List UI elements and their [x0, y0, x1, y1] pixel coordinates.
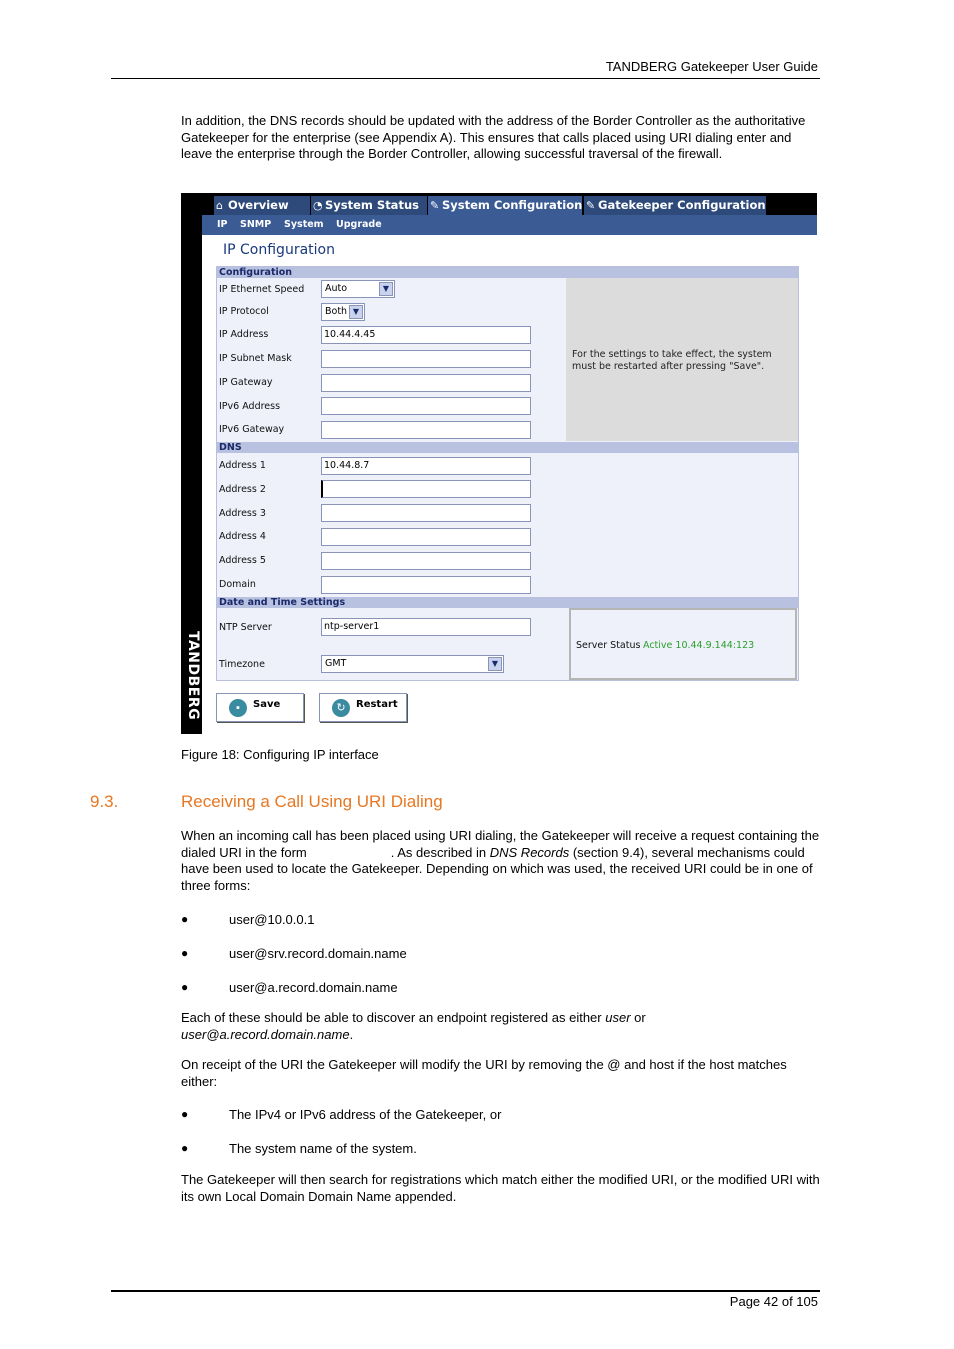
domain-input[interactable] — [321, 576, 531, 594]
subtab-ip[interactable]: IP — [217, 219, 228, 230]
wrench-icon: ✎ — [430, 199, 440, 212]
section-date-time: Date and Time Settings — [217, 597, 798, 608]
footer-rule — [111, 1290, 820, 1292]
label-dns-address-5: Address 5 — [219, 555, 266, 566]
wrench-icon: ✎ — [586, 199, 596, 212]
restart-note: For the settings to take effect, the system must be restarted after pressing "Save". — [572, 349, 772, 372]
brand-sidebar — [181, 193, 202, 734]
ip-address-input[interactable]: 10.44.4.45 — [321, 326, 531, 344]
server-status-value: Active 10.44.9.144:123 — [643, 640, 755, 651]
save-button[interactable]: ▪ Save — [216, 693, 304, 722]
label-dns-address-4: Address 4 — [219, 531, 266, 542]
intro-paragraph: In addition, the DNS records should be updated with the address of the Border Controller as the authoritative Gatekeeper for the enterprise (see Appendix A). This ensures that calls placed using URI dialing enter and leave the enterprise through the Border Controller, allowing successful traversal of the firewall. — [181, 113, 806, 161]
chevron-down-icon: ▼ — [379, 282, 393, 296]
bullet-icon: ● — [181, 912, 189, 926]
tab-gatekeeper-configuration[interactable]: ✎ Gatekeeper Configuration — [584, 196, 766, 215]
home-icon: ⌂ — [216, 199, 223, 212]
brand-logo: TANDBERG — [185, 631, 201, 721]
restart-icon: ↻ — [332, 699, 350, 717]
header-rule — [111, 78, 820, 79]
label-ipv6-gateway: IPv6 Gateway — [219, 424, 285, 435]
server-status-label: Server Status — [576, 640, 641, 651]
label-ip-subnet-mask: IP Subnet Mask — [219, 353, 292, 364]
timezone-select[interactable]: GMT ▼ — [321, 655, 504, 673]
subtab-upgrade[interactable]: Upgrade — [336, 219, 382, 230]
label-dns-address-1: Address 1 — [219, 460, 266, 471]
chevron-down-icon: ▼ — [488, 657, 502, 671]
section-dns: DNS — [217, 442, 798, 453]
label-ip-ethernet-speed: IP Ethernet Speed — [219, 284, 305, 295]
page-number: Page 42 of 105 — [729, 1294, 818, 1309]
save-icon: ▪ — [229, 699, 247, 717]
header-title: TANDBERG Gatekeeper User Guide — [605, 59, 818, 74]
sub-tab-bar — [202, 215, 817, 235]
dns-address-5-input[interactable] — [321, 552, 531, 570]
main-tab-bar — [202, 193, 817, 215]
paragraph-uri-forms: When an incoming call has been placed using URI dialing, the Gatekeeper will receive a request containing the dialed URI in the form . As described in DNS Records (section 9.4), several mechanisms could have been used to locate the Gatekeeper. Depending on which was used, the received URI could be in one of three forms: — [181, 828, 820, 893]
ipv6-address-input[interactable] — [321, 397, 531, 415]
section-title: Receiving a Call Using URI Dialing — [181, 792, 443, 811]
label-dns-address-3: Address 3 — [219, 508, 266, 519]
chevron-down-icon: ▼ — [349, 305, 363, 319]
dns-address-3-input[interactable] — [321, 504, 531, 522]
label-ipv6-address: IPv6 Address — [219, 401, 281, 412]
bullet-icon: ● — [181, 980, 189, 994]
section-number: 9.3. — [90, 792, 119, 811]
ip-configuration-screenshot — [181, 193, 817, 734]
tab-system-status[interactable]: ◔ System Status — [311, 196, 427, 215]
tab-overview[interactable]: ⌂ Overview — [214, 196, 310, 215]
ipv6-gateway-input[interactable] — [321, 421, 531, 439]
bullet-icon: ● — [181, 1107, 189, 1121]
paragraph-search: The Gatekeeper will then search for registrations which match either the modified URI, or the modified URI with its own Local Domain Domain Name appended. — [181, 1172, 820, 1204]
server-status-box — [569, 608, 797, 680]
bullet-icon: ● — [181, 1141, 189, 1155]
bullet-icon: ● — [181, 946, 189, 960]
restart-button[interactable]: ↻ Restart — [319, 693, 407, 722]
ip-subnet-mask-input[interactable] — [321, 350, 531, 368]
restart-note-box — [566, 278, 798, 441]
page-title: IP Configuration — [223, 242, 335, 258]
paragraph-discover: Each of these should be able to discover an endpoint registered as either user or user@a.record.domain.name. — [181, 1010, 646, 1042]
figure-caption: Figure 18: Configuring IP interface — [181, 747, 379, 762]
subtab-snmp[interactable]: SNMP — [240, 219, 272, 230]
label-ip-gateway: IP Gateway — [219, 377, 273, 388]
ntp-server-input[interactable]: ntp-server1 — [321, 618, 531, 636]
settings-panel — [216, 266, 799, 681]
label-ip-protocol: IP Protocol — [219, 306, 269, 317]
status-icon: ◔ — [313, 199, 323, 212]
section-configuration: Configuration — [217, 267, 798, 278]
paragraph-receipt: On receipt of the URI the Gatekeeper will modify the URI by removing the @ and host if the host matches either: — [181, 1057, 787, 1089]
ip-protocol-select[interactable]: Both ▼ — [321, 303, 365, 321]
tab-system-configuration[interactable]: ✎ System Configuration — [428, 196, 582, 215]
subtab-system[interactable]: System — [284, 219, 324, 230]
dns-address-1-input[interactable]: 10.44.8.7 — [321, 457, 531, 475]
dns-address-2-input[interactable] — [321, 480, 531, 498]
label-dns-address-2: Address 2 — [219, 484, 266, 495]
label-domain: Domain — [219, 579, 256, 590]
label-ntp-server: NTP Server — [219, 622, 272, 633]
ip-ethernet-speed-select[interactable]: Auto ▼ — [321, 280, 395, 298]
label-timezone: Timezone — [219, 659, 265, 670]
label-ip-address: IP Address — [219, 329, 269, 340]
ip-gateway-input[interactable] — [321, 374, 531, 392]
dns-address-4-input[interactable] — [321, 528, 531, 546]
